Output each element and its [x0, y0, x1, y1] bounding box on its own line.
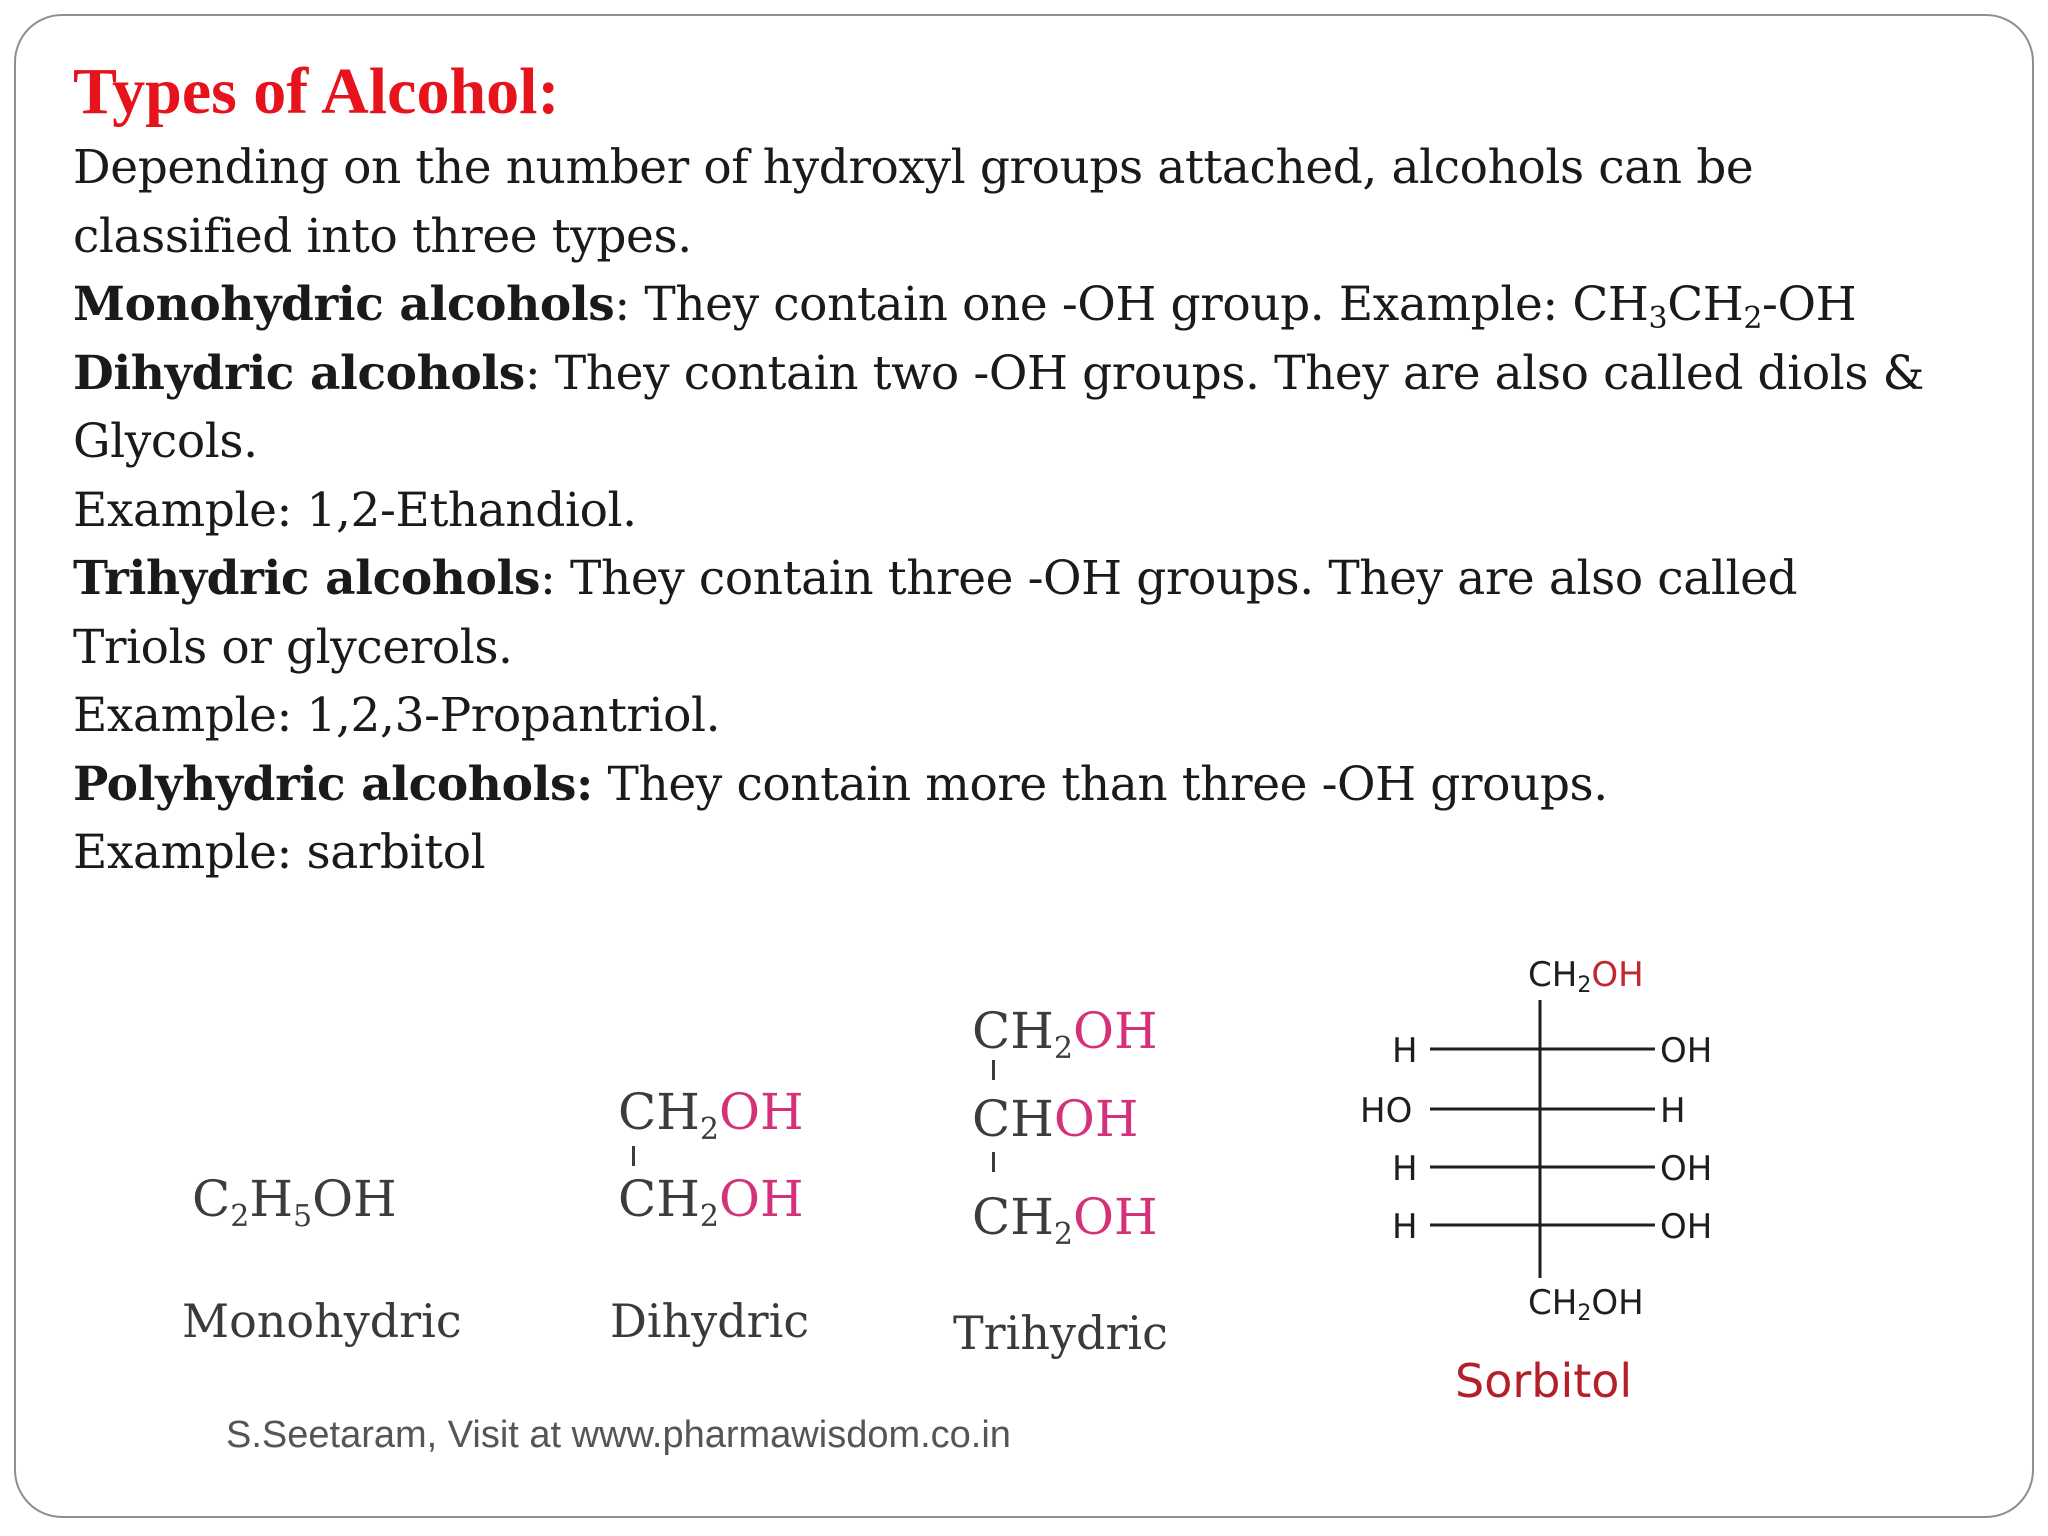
polyhydric-term: Polyhydric alcohols: — [73, 756, 593, 812]
dihydric-term: Dihydric alcohols — [73, 345, 525, 401]
sorbitol-top-ch: CH — [1528, 955, 1578, 995]
sorbitol-r1-left: H — [1392, 1031, 1418, 1071]
tri-mid-ch: CH — [972, 1090, 1054, 1148]
sorbitol-r2-left: HO — [1360, 1091, 1413, 1131]
monohydric-sep: : — [614, 277, 630, 332]
monohydric-mid: CH — [1667, 277, 1744, 332]
tri-top-oh: OH — [1072, 1002, 1158, 1060]
slide-title: Types of Alcohol: — [73, 55, 560, 128]
dihydric-sep: : — [524, 345, 541, 401]
tri-mid-oh: OH — [1053, 1090, 1139, 1148]
mono-oh: OH — [312, 1170, 397, 1228]
polyhydric-example: Example: sarbitol — [73, 825, 486, 880]
tri-bottom-sub: 2 — [1053, 1217, 1073, 1252]
trihydric-example: Example: 1,2,3-Propantriol. — [73, 688, 721, 743]
dihydric-cont: Glycols. — [73, 414, 258, 469]
trihydric-term: Trihydric alcohols — [73, 551, 541, 606]
di-bottom-oh: OH — [718, 1170, 804, 1228]
di-top-sub: 2 — [699, 1112, 719, 1147]
tri-top-sub: 2 — [1053, 1031, 1073, 1066]
trihydric-desc: They contain three -OH groups. They are also called — [555, 551, 1798, 606]
sorbitol-bottom-sub: 2 — [1577, 1301, 1592, 1326]
footer-credit: S.Seetaram, Visit at www.pharmawisdom.co.in — [226, 1414, 1011, 1456]
monohydric-caption: Monohydric — [182, 1294, 462, 1348]
di-bottom-ch: CH — [618, 1170, 700, 1228]
sorbitol-r3-left: H — [1392, 1149, 1418, 1189]
intro-line-2: classified into three types. — [73, 208, 692, 264]
sorbitol-caption: Sorbitol — [1455, 1354, 1633, 1408]
trihydric-caption: Trihydric — [953, 1306, 1168, 1360]
sorbitol-top-sub: 2 — [1577, 973, 1592, 998]
mono-sub-2: 2 — [230, 1199, 250, 1234]
dihydric-caption: Dihydric — [610, 1294, 810, 1348]
mono-sub-5: 5 — [292, 1199, 313, 1234]
sorbitol-r4-left: H — [1392, 1207, 1418, 1247]
sorbitol-r1-right: OH — [1660, 1031, 1713, 1071]
mono-h: H — [249, 1170, 293, 1228]
tri-bottom-oh: OH — [1072, 1188, 1158, 1246]
di-top-oh: OH — [718, 1083, 804, 1141]
trihydric-cont: Triols or glycerols. — [73, 619, 513, 675]
tri-bottom-ch: CH — [972, 1188, 1054, 1246]
di-bottom-sub: 2 — [699, 1199, 719, 1234]
sorbitol-r3-right: OH — [1660, 1149, 1713, 1189]
sorbitol-r4-right: OH — [1660, 1207, 1713, 1247]
sorbitol-top — [1528, 955, 1644, 998]
sorbitol-bottom-oh: OH — [1591, 1283, 1644, 1323]
sorbitol-bottom-ch: CH — [1528, 1283, 1578, 1323]
monohydric-desc: They contain one -OH group. Example: CH — [629, 277, 1649, 332]
sorbitol-bottom — [1528, 1283, 1644, 1326]
sorbitol-r2-right: H — [1660, 1091, 1686, 1131]
monohydric-term: Monohydric alcohols — [73, 277, 615, 332]
tri-top-ch: CH — [972, 1002, 1054, 1060]
monohydric-sub-2: 2 — [1743, 301, 1763, 336]
dihydric-desc: They contain two -OH groups. They are also called diols & — [540, 345, 1925, 401]
sorbitol-top-oh: OH — [1591, 955, 1644, 995]
trihydric-sep: : — [540, 551, 556, 606]
di-top-ch: CH — [618, 1083, 700, 1141]
intro-line-1: Depending on the number of hydroxyl groups attached, alcohols can be — [73, 140, 1754, 195]
monohydric-sub-3: 3 — [1648, 301, 1668, 336]
monohydric-end: -OH — [1762, 277, 1857, 332]
dihydric-example: Example: 1,2-Ethandiol. — [73, 482, 637, 538]
mono-c: C — [192, 1170, 231, 1228]
polyhydric-desc: They contain more than three -OH groups. — [593, 756, 1608, 812]
